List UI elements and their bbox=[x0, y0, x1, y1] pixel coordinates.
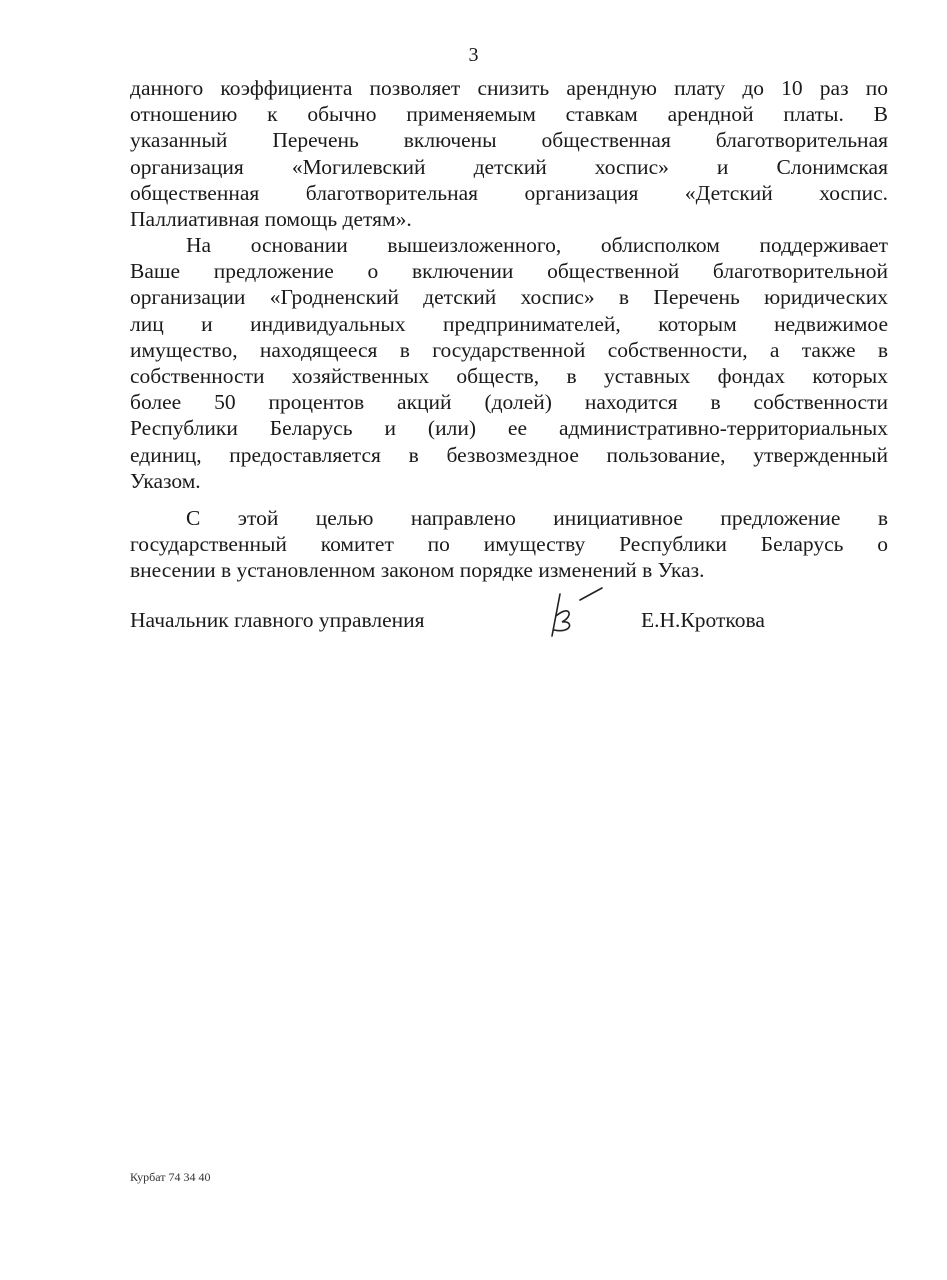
text-line: данного коэффициента позволяет снизить арендную плату до 10 раз по bbox=[130, 76, 888, 100]
footer-contact: Курбат 74 34 40 bbox=[130, 1170, 211, 1184]
text-line: отношению к обычно применяемым ставкам арендной платы. В bbox=[130, 102, 888, 127]
text-line: Указом. bbox=[130, 468, 201, 493]
text-line: более 50 процентов акций (долей) находится в собственности bbox=[130, 390, 888, 415]
paragraph-3 bbox=[130, 505, 888, 584]
text-line: внесении в установленном законом порядке изменений в Указ. bbox=[130, 558, 705, 583]
text-line: Ваше предложение о включении общественной благотворительной bbox=[130, 259, 888, 284]
text-line: организация «Могилевский детский хоспис» и Слонимская bbox=[130, 154, 888, 179]
page-number: 3 bbox=[468, 44, 479, 66]
text-line: общественная благотворительная организация «Детский хоспис. bbox=[130, 180, 888, 205]
text-line: лиц и индивидуальных предпринимателей, которым недвижимое bbox=[130, 311, 888, 336]
text-line: имущество, находящееся в государственной собственности, а также в bbox=[130, 337, 888, 362]
paragraph-1 bbox=[130, 75, 888, 232]
text-line: собственности хозяйственных обществ, в уставных фондах которых bbox=[130, 364, 888, 389]
text-line: Республики Беларусь и (или) ее административно-территориальных bbox=[130, 416, 888, 441]
text-line: Паллиативная помощь детям». bbox=[130, 207, 412, 232]
text-line: указанный Перечень включены общественная благотворительная bbox=[130, 128, 888, 153]
paragraph-2 bbox=[130, 232, 888, 494]
signatory-title: Начальник главного управления bbox=[130, 608, 425, 632]
text-line: государственный комитет по имуществу Республики Беларусь о bbox=[130, 532, 888, 557]
signatory-name: Е.Н.Кроткова bbox=[641, 608, 765, 632]
text-line: На основании вышеизложенного, облисполком поддерживает bbox=[186, 233, 888, 257]
text-line: организации «Гродненский детский хоспис» в Перечень юридических bbox=[130, 285, 888, 310]
handwritten-signature bbox=[540, 586, 610, 641]
text-line: единиц, предоставляется в безвозмездное пользование, утвержденный bbox=[130, 442, 888, 467]
text-line: С этой целью направлено инициативное предложение в bbox=[186, 506, 888, 530]
